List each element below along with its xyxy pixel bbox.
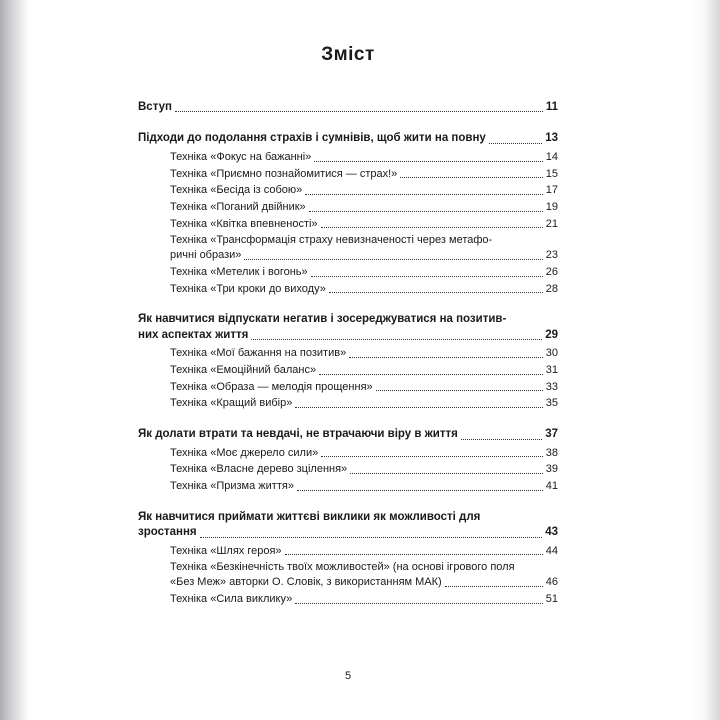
toc-entry-text-cont: зростання <box>138 526 197 539</box>
toc-entry[interactable] <box>138 479 558 494</box>
toc-page-number: 28 <box>545 282 558 295</box>
toc-page-number: 15 <box>545 167 558 180</box>
dot-leader <box>349 356 543 358</box>
toc-entry-line <box>170 446 558 461</box>
toc-page-number: 11 <box>545 101 558 113</box>
toc-entry[interactable] <box>138 217 558 232</box>
dot-leader <box>321 455 543 457</box>
toc-entry-text: Як долати втрати та невдачі, не втрачаючи віру в життя <box>138 428 458 441</box>
toc-entry-line <box>170 248 558 263</box>
toc-entry[interactable] <box>138 462 558 477</box>
toc-entry[interactable] <box>138 200 558 215</box>
toc-page-number: 39 <box>545 463 558 476</box>
dot-leader <box>329 291 543 293</box>
toc-page-number: 37 <box>545 428 558 441</box>
toc-entry-line <box>138 427 558 442</box>
toc-entry-text-cont: «Без Меж» авторки О. Словік, з використанням МАК) <box>170 576 442 589</box>
toc-entry[interactable] <box>138 427 558 442</box>
toc-entry-line <box>170 462 558 477</box>
toc-entry-line <box>170 592 558 607</box>
toc-entry-line <box>170 544 558 559</box>
toc-entry-line <box>170 479 558 494</box>
toc-entry-text: Вступ <box>138 101 172 113</box>
toc-entry-text: Техніка «Метелик і вогонь» <box>170 265 308 278</box>
dot-leader <box>319 373 543 375</box>
toc-entry-line <box>138 328 558 343</box>
toc-entry[interactable] <box>138 131 558 146</box>
toc-entry-line <box>170 200 558 215</box>
toc-entry-text: Підходи до подолання страхів і сумнівів, щоб жити на повну <box>138 132 486 145</box>
dot-leader <box>295 602 543 604</box>
toc-entry[interactable] <box>138 312 558 343</box>
toc-entry-text: Техніка «Три кроки до виходу» <box>170 282 326 295</box>
dot-leader <box>376 389 543 391</box>
toc-entry-line <box>170 346 558 361</box>
toc-entry-text: Техніка «Квітка впевненості» <box>170 217 318 230</box>
toc-entry-text-cont: ричні образи» <box>170 249 242 262</box>
toc-entry-text: Як навчитися відпускати негатив і зосереджуватися на позитив- <box>138 313 507 326</box>
toc-entry[interactable] <box>138 282 558 297</box>
toc-page-number: 14 <box>545 150 558 163</box>
toc-entry-text: Техніка «Поганий двійник» <box>170 201 306 214</box>
toc-entry-line <box>170 217 558 232</box>
dot-leader <box>251 338 542 340</box>
toc-entry[interactable] <box>138 100 558 115</box>
toc-page-number: 46 <box>545 576 558 589</box>
toc-page-number: 26 <box>545 265 558 278</box>
toc-entry-text: Техніка «Фокус на бажанні» <box>170 150 312 163</box>
toc-page-number: 29 <box>545 328 558 341</box>
toc-entry[interactable] <box>138 233 558 262</box>
toc-entry-line <box>138 525 558 540</box>
toc-page-number: 35 <box>545 397 558 410</box>
dot-leader <box>200 536 543 538</box>
dot-leader <box>350 472 543 474</box>
toc-entry-line <box>170 183 558 198</box>
toc-entry-text: Техніка «Власне дерево зцілення» <box>170 463 348 476</box>
toc-page-number: 44 <box>545 544 558 557</box>
dot-leader <box>311 275 543 277</box>
toc-entry[interactable] <box>138 592 558 607</box>
toc-page-number: 33 <box>545 380 558 393</box>
toc-entry-text: Як навчитися приймати життєві виклики як можливості для <box>138 510 481 523</box>
toc-entry-line <box>138 100 558 115</box>
toc-entry-text: Техніка «Трансформація страху невизначеності через метафо- <box>170 234 493 247</box>
toc-entry-text: Техніка «Шлях героя» <box>170 544 282 557</box>
toc-entry-line <box>170 265 558 280</box>
toc-page-number: 19 <box>545 201 558 214</box>
dot-leader <box>321 226 543 228</box>
toc-entry[interactable] <box>138 380 558 395</box>
toc-page-number: 38 <box>545 446 558 459</box>
dot-leader <box>244 258 542 260</box>
toc-entry[interactable] <box>138 183 558 198</box>
toc-page-number: 21 <box>545 217 558 230</box>
dot-leader <box>305 193 542 195</box>
toc-page-number: 17 <box>545 184 558 197</box>
page-title: Зміст <box>321 44 375 65</box>
dot-leader <box>445 585 543 587</box>
toc-page-number: 30 <box>545 347 558 360</box>
toc-page-number: 51 <box>545 592 558 605</box>
toc-entry-line <box>170 167 558 182</box>
toc-entry[interactable] <box>138 265 558 280</box>
dot-leader <box>295 406 542 408</box>
toc-entry-line <box>170 575 558 590</box>
toc-page-number: 41 <box>545 480 558 493</box>
toc-entry-line <box>170 282 558 297</box>
toc-page-number: 13 <box>545 132 558 145</box>
toc-entry[interactable] <box>138 544 558 559</box>
toc-entry-text: Техніка «Моє джерело сили» <box>170 446 319 459</box>
dot-leader <box>309 210 543 212</box>
toc-entry-text: Техніка «Бесіда із собою» <box>170 184 303 197</box>
page-number: 5 <box>344 670 352 682</box>
dot-leader <box>489 142 542 144</box>
toc-entry-line <box>138 131 558 146</box>
toc-entry-text: Техніка «Емоційний баланс» <box>170 363 317 376</box>
dot-leader <box>175 110 543 112</box>
table-of-contents <box>138 100 558 607</box>
toc-entry-line <box>170 150 558 165</box>
toc-entry-line <box>170 380 558 395</box>
toc-entry-text: Техніка «Безкінечність твоїх можливостей» (на основі ігрового поля <box>170 561 515 574</box>
toc-entry-line <box>170 363 558 378</box>
toc-entry[interactable] <box>138 346 558 361</box>
dot-leader <box>461 438 542 440</box>
toc-entry-text: Техніка «Приємно познайомитися — страх!» <box>170 167 398 180</box>
toc-entry-text: Техніка «Образа — мелодія прощення» <box>170 380 373 393</box>
toc-entry-text-cont: них аспектах життя <box>138 328 249 341</box>
toc-entry[interactable] <box>138 150 558 165</box>
toc-entry-line <box>170 396 558 411</box>
page-content <box>138 0 558 720</box>
toc-entry[interactable] <box>138 446 558 461</box>
dot-leader <box>297 489 543 491</box>
toc-entry[interactable] <box>138 363 558 378</box>
toc-entry-text: Техніка «Призма життя» <box>170 480 294 493</box>
dot-leader <box>285 553 543 555</box>
toc-entry-text: Техніка «Мої бажання на позитив» <box>170 347 347 360</box>
dot-leader <box>400 176 542 178</box>
dot-leader <box>314 160 542 162</box>
toc-entry[interactable] <box>138 510 558 541</box>
toc-entry[interactable] <box>138 560 558 589</box>
toc-page-number: 43 <box>545 526 558 539</box>
toc-entry-text: Техніка «Кращий вибір» <box>170 397 293 410</box>
toc-entry[interactable] <box>138 167 558 182</box>
toc-page-number: 31 <box>545 363 558 376</box>
toc-entry-text: Техніка «Сила виклику» <box>170 592 293 605</box>
toc-entry[interactable] <box>138 396 558 411</box>
toc-page-number: 23 <box>545 249 558 262</box>
